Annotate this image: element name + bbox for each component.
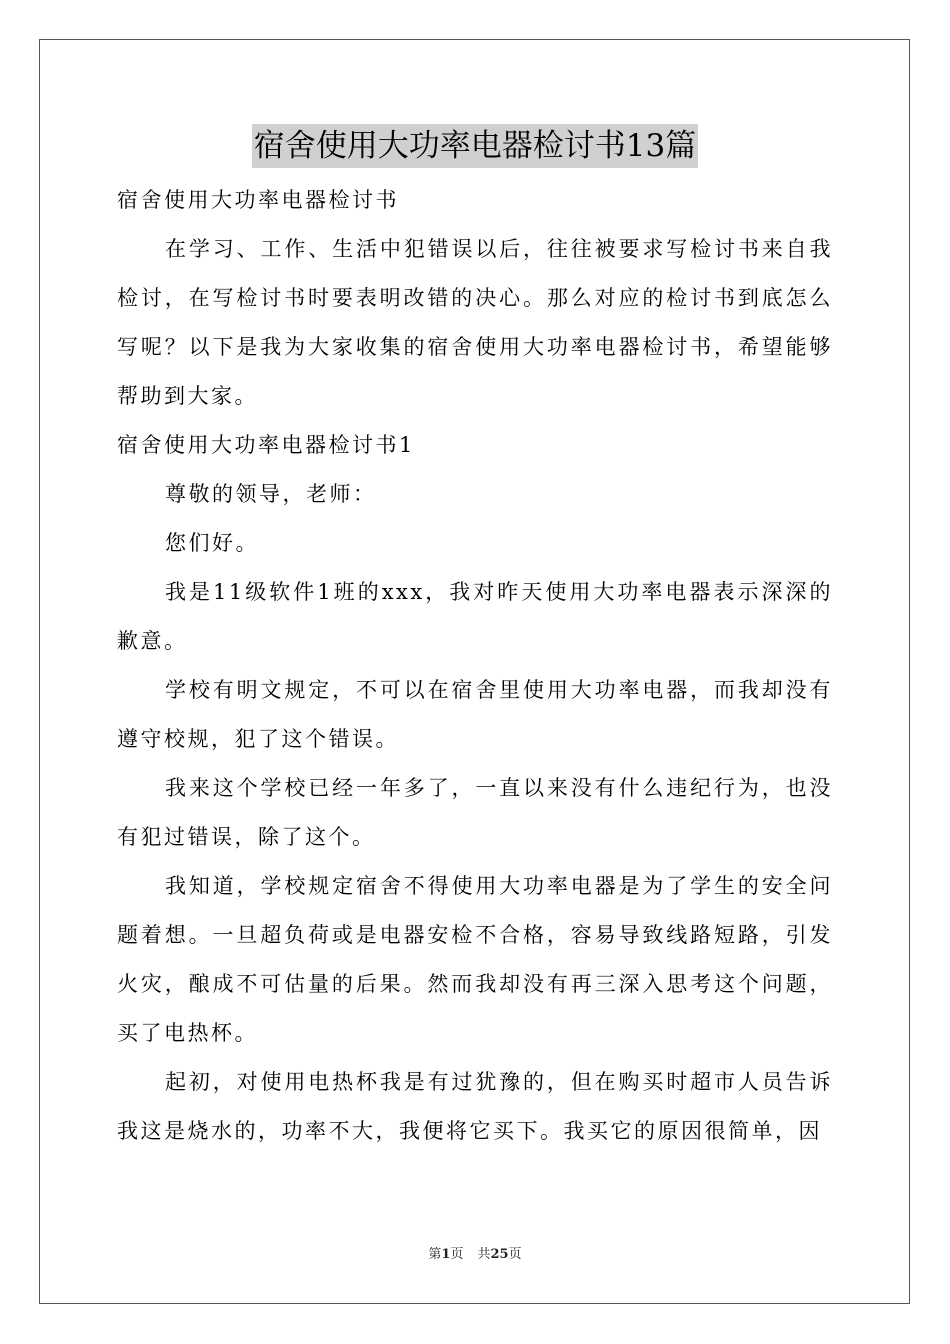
paragraph: 学校有明文规定，不可以在宿舍里使用大功率电器，而我却没有遵守校规，犯了这个错误。 [117, 678, 833, 751]
page-prefix: 第 [428, 1247, 442, 1262]
paragraph: 宿舍使用大功率电器检讨书1 [117, 433, 415, 457]
paragraph: 我知道，学校规定宿舍不得使用大功率电器是为了学生的安全问题着想。一旦超负荷或是电器安检不合格，容易导致线路短路，引发火灾，酿成不可估量的后果。然而我却没有再三深入思考这个问题，买了电热杯。 [117, 874, 833, 1045]
paragraph: 尊敬的领导，老师： [165, 482, 377, 506]
total-prefix: 共 [477, 1247, 491, 1262]
total-suffix: 页 [508, 1247, 522, 1262]
paragraph: 在学习、工作、生活中犯错误以后，往往被要求写检讨书来自我检讨，在写检讨书时要表明改错的决心。那么对应的检讨书到底怎么写呢？以下是我为大家收集的宿舍使用大功率电器检讨书，希望能够帮助到大家。 [117, 237, 833, 408]
paragraph: 起初，对使用电热杯我是有过犹豫的，但在购买时超市人员告诉我这是烧水的，功率不大，我便将它买下。我买它的原因很简单，因 [117, 1070, 833, 1143]
page-suffix: 页 [450, 1247, 464, 1262]
title-container [0, 124, 950, 168]
document-body [117, 176, 833, 1156]
total-pages: 25 [490, 1247, 509, 1262]
paragraph: 您们好。 [165, 531, 259, 555]
page-footer [0, 1246, 950, 1264]
page-number: 1 [441, 1247, 451, 1262]
paragraph: 我是11级软件1班的xxx，我对昨天使用大功率电器表示深深的歉意。 [117, 580, 833, 653]
paragraph: 我来这个学校已经一年多了，一直以来没有什么违纪行为，也没有犯过错误，除了这个。 [117, 776, 833, 849]
document-title: 宿舍使用大功率电器检讨书13篇 [252, 124, 698, 168]
paragraph: 宿舍使用大功率电器检讨书 [117, 188, 399, 212]
